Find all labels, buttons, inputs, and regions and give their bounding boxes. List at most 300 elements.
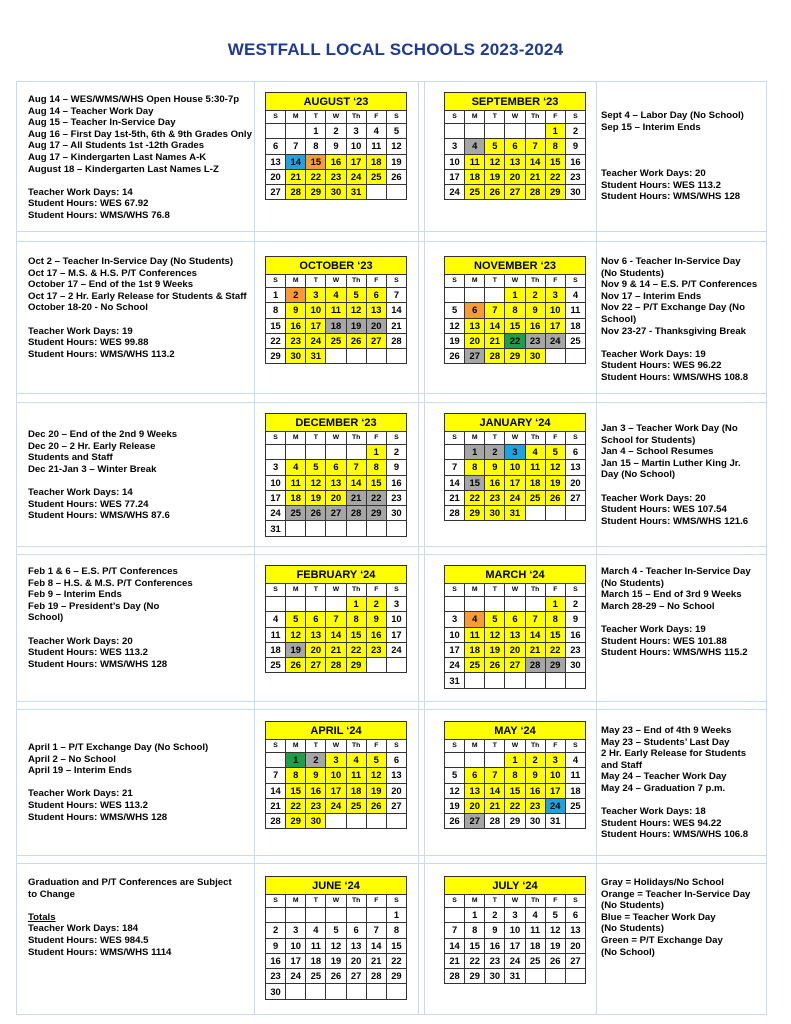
notes-apr <box>28 742 253 823</box>
month-calendar-september <box>444 92 586 200</box>
weekday-header: T <box>485 584 505 597</box>
day-cell: 1 <box>386 908 406 923</box>
day-cell: 30 <box>326 185 346 200</box>
day-cell: 21 <box>525 169 545 184</box>
day-cell: 22 <box>545 169 565 184</box>
weekday-header: S <box>565 584 585 597</box>
day-cell <box>266 597 286 612</box>
day-cell: 12 <box>326 938 346 953</box>
grid-line <box>424 81 425 1015</box>
weekday-header: M <box>465 895 485 908</box>
day-cell: 29 <box>346 658 366 673</box>
day-cell <box>366 658 386 673</box>
note-line: Student Hours: WES 77.24 <box>28 498 149 510</box>
note-line: Jan 3 – Teacher Work Day (No <box>601 423 738 434</box>
day-cell: 1 <box>286 753 306 768</box>
day-cell: 16 <box>266 953 286 968</box>
day-cell <box>326 349 346 364</box>
month-calendar-december <box>265 413 407 537</box>
day-cell: 16 <box>366 627 386 642</box>
day-cell: 1 <box>505 753 525 768</box>
day-cell <box>306 984 326 999</box>
day-cell: 22 <box>386 953 406 968</box>
day-cell: 3 <box>346 124 366 139</box>
day-cell: 14 <box>366 938 386 953</box>
weekday-header: S <box>445 432 465 445</box>
day-cell <box>326 521 346 536</box>
day-cell: 2 <box>485 445 505 460</box>
day-cell: 17 <box>545 783 565 798</box>
note-line: Student Hours: WES 113.2 <box>28 799 148 811</box>
day-cell: 9 <box>326 139 346 154</box>
day-cell: 22 <box>346 642 366 657</box>
day-cell: 4 <box>346 753 366 768</box>
note-line: Student Hours: WMS/WHS 128 <box>28 658 168 670</box>
day-cell: 1 <box>346 597 366 612</box>
weekday-header: W <box>505 740 525 753</box>
note-line <box>601 156 771 168</box>
day-cell: 6 <box>505 612 525 627</box>
day-cell: 31 <box>505 969 525 984</box>
day-cell: 13 <box>465 783 485 798</box>
weekday-header: S <box>266 275 286 288</box>
note-line: Student Hours: WMS/WHS 121.6 <box>601 515 749 527</box>
weekday-header: M <box>286 111 306 124</box>
day-cell: 3 <box>505 908 525 923</box>
day-cell <box>386 521 406 536</box>
day-cell: 15 <box>505 783 525 798</box>
day-cell: 17 <box>505 475 525 490</box>
month-title: DECEMBER ‘23 <box>266 414 407 432</box>
note-line: April 19 – Interim Ends <box>28 765 132 777</box>
day-cell: 29 <box>266 349 286 364</box>
day-cell: 26 <box>366 798 386 813</box>
day-cell: 21 <box>485 798 505 813</box>
day-cell: 28 <box>326 658 346 673</box>
grid-line <box>16 231 767 232</box>
day-cell: 17 <box>545 318 565 333</box>
month-title: MAY ‘24 <box>445 722 586 740</box>
day-cell: 13 <box>505 627 525 642</box>
day-cell: 17 <box>346 154 366 169</box>
note-line: Oct 17 – M.S. & H.S. P/T Conferences <box>28 267 198 279</box>
day-cell: 22 <box>266 333 286 348</box>
day-cell: 15 <box>465 938 485 953</box>
day-cell: 13 <box>386 768 406 783</box>
note-line: Teacher Work Days: 19 <box>601 623 706 635</box>
weekday-header: F <box>545 432 565 445</box>
day-cell: 18 <box>465 642 485 657</box>
weekday-header: S <box>266 895 286 908</box>
day-cell: 12 <box>386 139 406 154</box>
weekday-header: W <box>326 584 346 597</box>
note-line: May 24 – Teacher Work Day <box>601 771 727 783</box>
note-line: Teacher Work Days: 21 <box>28 788 133 800</box>
day-cell: 2 <box>485 908 505 923</box>
grid-line <box>16 546 767 547</box>
day-cell: 9 <box>266 938 286 953</box>
day-cell: 23 <box>525 798 545 813</box>
day-cell: 9 <box>565 139 585 154</box>
weekday-header: Th <box>525 432 545 445</box>
notes-summary <box>28 877 253 958</box>
weekday-header: Th <box>525 111 545 124</box>
day-cell: 13 <box>465 318 485 333</box>
note-line: Oct 2 – Teacher In-Service Day (No Students) <box>28 256 234 267</box>
note-line: (No Students) <box>601 267 664 279</box>
totals-heading: Totals <box>28 911 56 923</box>
note-line <box>28 900 253 912</box>
day-cell: 18 <box>565 783 585 798</box>
note-line: March 15 – End of 3rd 9 Weeks <box>601 589 742 601</box>
day-cell <box>346 984 366 999</box>
day-cell: 22 <box>545 642 565 657</box>
day-cell: 26 <box>485 658 505 673</box>
weekday-header: M <box>465 275 485 288</box>
note-line: Jan 4 – School Resumes <box>601 446 714 458</box>
day-cell: 5 <box>545 445 565 460</box>
day-cell <box>286 521 306 536</box>
notes-jan <box>601 423 771 527</box>
day-cell: 29 <box>505 349 525 364</box>
note-line: Student Hours: WMS/WHS 128 <box>601 191 741 203</box>
day-cell: 15 <box>266 318 286 333</box>
weekday-header: M <box>465 432 485 445</box>
note-line: School) <box>601 313 637 325</box>
day-cell <box>346 445 366 460</box>
day-cell <box>565 969 585 984</box>
note-line <box>601 795 771 807</box>
day-cell: 7 <box>525 139 545 154</box>
weekday-header: Th <box>525 275 545 288</box>
grid-line <box>16 393 767 394</box>
day-cell <box>286 984 306 999</box>
day-cell: 26 <box>326 969 346 984</box>
day-cell: 20 <box>465 798 485 813</box>
day-cell: 17 <box>445 642 465 657</box>
day-cell: 4 <box>465 612 485 627</box>
weekday-header: S <box>445 111 465 124</box>
day-cell: 4 <box>266 612 286 627</box>
day-cell: 8 <box>366 460 386 475</box>
day-cell: 1 <box>545 124 565 139</box>
day-cell <box>465 124 485 139</box>
day-cell <box>485 597 505 612</box>
day-cell: 27 <box>326 506 346 521</box>
day-cell: 3 <box>445 612 465 627</box>
day-cell: 26 <box>545 953 565 968</box>
weekday-header: W <box>326 111 346 124</box>
day-cell: 16 <box>485 475 505 490</box>
day-cell: 6 <box>306 612 326 627</box>
weekday-header: S <box>445 740 465 753</box>
weekday-header: S <box>565 111 585 124</box>
day-cell: 20 <box>505 642 525 657</box>
day-cell <box>286 445 306 460</box>
day-cell: 20 <box>386 783 406 798</box>
day-cell: 20 <box>326 490 346 505</box>
day-cell: 4 <box>326 288 346 303</box>
day-cell: 11 <box>565 768 585 783</box>
month-calendar-november <box>444 256 586 364</box>
day-cell: 5 <box>445 768 465 783</box>
weekday-header: T <box>306 895 326 908</box>
note-line: Teacher Work Days: 14 <box>28 486 133 498</box>
day-cell: 27 <box>306 658 326 673</box>
day-cell: 1 <box>465 908 485 923</box>
note-line: Feb 9 – Interim Ends <box>28 589 122 601</box>
day-cell: 7 <box>445 460 465 475</box>
day-cell: 24 <box>286 969 306 984</box>
day-cell: 12 <box>445 318 465 333</box>
day-cell: 8 <box>465 460 485 475</box>
day-cell: 19 <box>386 154 406 169</box>
note-line: Teacher Work Days: 20 <box>601 492 706 504</box>
day-cell: 18 <box>346 783 366 798</box>
day-cell: 11 <box>465 627 485 642</box>
day-cell: 29 <box>465 506 485 521</box>
day-cell: 8 <box>386 923 406 938</box>
day-cell: 6 <box>386 753 406 768</box>
color-legend <box>601 877 771 958</box>
day-cell: 17 <box>445 169 465 184</box>
weekday-header: Th <box>346 584 366 597</box>
day-cell: 25 <box>565 798 585 813</box>
notes-aug <box>28 94 253 222</box>
day-cell: 21 <box>326 642 346 657</box>
weekday-header: S <box>266 740 286 753</box>
day-cell <box>326 908 346 923</box>
day-cell: 16 <box>525 318 545 333</box>
note-line: Student Hours: WES 101.88 <box>601 635 727 647</box>
day-cell: 4 <box>525 445 545 460</box>
day-cell: 9 <box>386 460 406 475</box>
day-cell: 21 <box>346 490 366 505</box>
day-cell: 31 <box>545 814 565 829</box>
notes-feb <box>28 566 253 670</box>
weekday-header: F <box>545 584 565 597</box>
day-cell <box>326 597 346 612</box>
day-cell: 31 <box>346 185 366 200</box>
grid-line <box>16 1014 767 1015</box>
day-cell: 15 <box>545 154 565 169</box>
day-cell: 14 <box>266 783 286 798</box>
day-cell: 12 <box>545 460 565 475</box>
day-cell: 20 <box>346 953 366 968</box>
day-cell: 25 <box>306 969 326 984</box>
day-cell: 11 <box>286 475 306 490</box>
day-cell: 28 <box>445 969 465 984</box>
note-line: Student Hours: WMS/WHS 1114 <box>28 946 172 958</box>
grid-line <box>418 81 419 1015</box>
day-cell: 22 <box>465 953 485 968</box>
day-cell: 20 <box>366 318 386 333</box>
day-cell: 25 <box>565 333 585 348</box>
day-cell: 17 <box>386 627 406 642</box>
day-cell: 3 <box>286 923 306 938</box>
weekday-header: M <box>286 740 306 753</box>
day-cell: 18 <box>326 318 346 333</box>
note-line: Sep 15 – Interim Ends <box>601 121 701 133</box>
day-cell <box>326 445 346 460</box>
weekday-header: M <box>286 895 306 908</box>
weekday-header: S <box>565 740 585 753</box>
day-cell: 7 <box>445 923 465 938</box>
note-line: Aug 16 – First Day 1st-5th, 6th & 9th Grades Only <box>28 128 252 140</box>
weekday-header: S <box>266 111 286 124</box>
day-cell: 10 <box>445 627 465 642</box>
day-cell: 22 <box>306 169 326 184</box>
day-cell: 23 <box>386 490 406 505</box>
day-cell: 24 <box>386 642 406 657</box>
note-line: Dec 20 – End of the 2nd 9 Weeks <box>28 429 178 440</box>
day-cell: 30 <box>565 658 585 673</box>
day-cell: 11 <box>565 303 585 318</box>
weekday-header: S <box>386 895 406 908</box>
day-cell: 1 <box>545 597 565 612</box>
day-cell: 1 <box>465 445 485 460</box>
weekday-header: S <box>386 111 406 124</box>
day-cell: 10 <box>266 475 286 490</box>
day-cell: 24 <box>505 490 525 505</box>
day-cell: 11 <box>525 460 545 475</box>
weekday-header: M <box>286 275 306 288</box>
month-title: JULY ‘24 <box>445 877 586 895</box>
note-line: Nov 22 – P/T Exchange Day (No <box>601 302 745 314</box>
day-cell: 29 <box>306 185 326 200</box>
day-cell: 18 <box>565 318 585 333</box>
day-cell: 25 <box>366 169 386 184</box>
day-cell: 21 <box>445 953 465 968</box>
month-calendar-july <box>444 876 586 984</box>
day-cell: 14 <box>525 627 545 642</box>
day-cell: 9 <box>565 612 585 627</box>
grid-line <box>766 81 767 1015</box>
day-cell: 24 <box>346 169 366 184</box>
month-calendar-february <box>265 565 407 673</box>
day-cell: 6 <box>565 445 585 460</box>
note-line: School for Students) <box>601 434 696 446</box>
day-cell: 16 <box>386 475 406 490</box>
day-cell: 17 <box>326 783 346 798</box>
day-cell: 13 <box>346 938 366 953</box>
day-cell <box>326 814 346 829</box>
day-cell: 19 <box>326 953 346 968</box>
note-line <box>601 481 771 493</box>
day-cell: 2 <box>386 445 406 460</box>
day-cell <box>286 124 306 139</box>
day-cell <box>465 673 485 688</box>
note-line <box>601 145 771 157</box>
day-cell <box>326 984 346 999</box>
weekday-header: W <box>505 584 525 597</box>
day-cell: 10 <box>545 303 565 318</box>
notes-dec <box>28 429 253 522</box>
day-cell: 13 <box>565 923 585 938</box>
day-cell: 3 <box>326 753 346 768</box>
day-cell: 8 <box>505 303 525 318</box>
month-title: OCTOBER ‘23 <box>266 257 407 275</box>
note-line: (No Students) <box>601 577 664 589</box>
day-cell: 18 <box>525 475 545 490</box>
day-cell: 15 <box>386 938 406 953</box>
note-line <box>28 777 253 789</box>
note-line: Student Hours: WMS/WHS 87.6 <box>28 510 170 522</box>
day-cell <box>366 185 386 200</box>
day-cell: 30 <box>386 506 406 521</box>
day-cell: 25 <box>286 506 306 521</box>
day-cell: 18 <box>366 154 386 169</box>
day-cell: 3 <box>386 597 406 612</box>
notes-mar <box>601 566 771 659</box>
day-cell: 22 <box>465 490 485 505</box>
day-cell: 19 <box>545 938 565 953</box>
weekday-header: T <box>306 275 326 288</box>
day-cell: 2 <box>525 288 545 303</box>
day-cell: 20 <box>505 169 525 184</box>
day-cell: 28 <box>386 333 406 348</box>
day-cell: 23 <box>326 169 346 184</box>
day-cell: 10 <box>346 139 366 154</box>
day-cell: 10 <box>505 460 525 475</box>
day-cell: 14 <box>445 475 465 490</box>
day-cell: 5 <box>485 139 505 154</box>
day-cell: 14 <box>485 318 505 333</box>
grid-line <box>254 81 255 1015</box>
day-cell: 18 <box>525 938 545 953</box>
day-cell: 3 <box>505 445 525 460</box>
day-cell <box>346 521 366 536</box>
day-cell: 1 <box>366 445 386 460</box>
day-cell: 27 <box>366 333 386 348</box>
note-line: (No Students) <box>601 923 664 935</box>
day-cell: 8 <box>545 612 565 627</box>
page-title: WESTFALL LOCAL SCHOOLS 2023-2024 <box>227 40 564 59</box>
note-line: and Staff <box>601 759 643 771</box>
day-cell: 14 <box>485 783 505 798</box>
weekday-header: W <box>505 895 525 908</box>
note-line: Student Hours: WES 96.22 <box>601 360 722 372</box>
day-cell: 27 <box>505 185 525 200</box>
day-cell <box>545 506 565 521</box>
note-line: October 18-20 - No School <box>28 302 148 314</box>
note-line: Student Hours: WMS/WHS 115.2 <box>601 647 748 659</box>
day-cell <box>445 597 465 612</box>
day-cell: 27 <box>465 349 485 364</box>
day-cell: 10 <box>306 303 326 318</box>
weekday-header: T <box>485 740 505 753</box>
day-cell: 6 <box>505 139 525 154</box>
day-cell: 25 <box>465 185 485 200</box>
day-cell: 3 <box>266 460 286 475</box>
day-cell: 20 <box>266 169 286 184</box>
day-cell: 6 <box>266 139 286 154</box>
grid-line <box>16 81 767 82</box>
day-cell: 12 <box>366 768 386 783</box>
weekday-header: T <box>306 740 326 753</box>
day-cell: 21 <box>445 490 465 505</box>
month-title: JANUARY ‘24 <box>445 414 586 432</box>
month-calendar-april <box>265 721 407 829</box>
day-cell: 13 <box>306 627 326 642</box>
day-cell: 24 <box>266 506 286 521</box>
weekday-header: Th <box>346 740 366 753</box>
day-cell: 1 <box>505 288 525 303</box>
weekday-header: M <box>465 740 485 753</box>
day-cell: 12 <box>346 303 366 318</box>
note-line: Aug 14 – Teacher Work Day <box>28 105 154 117</box>
day-cell <box>266 908 286 923</box>
